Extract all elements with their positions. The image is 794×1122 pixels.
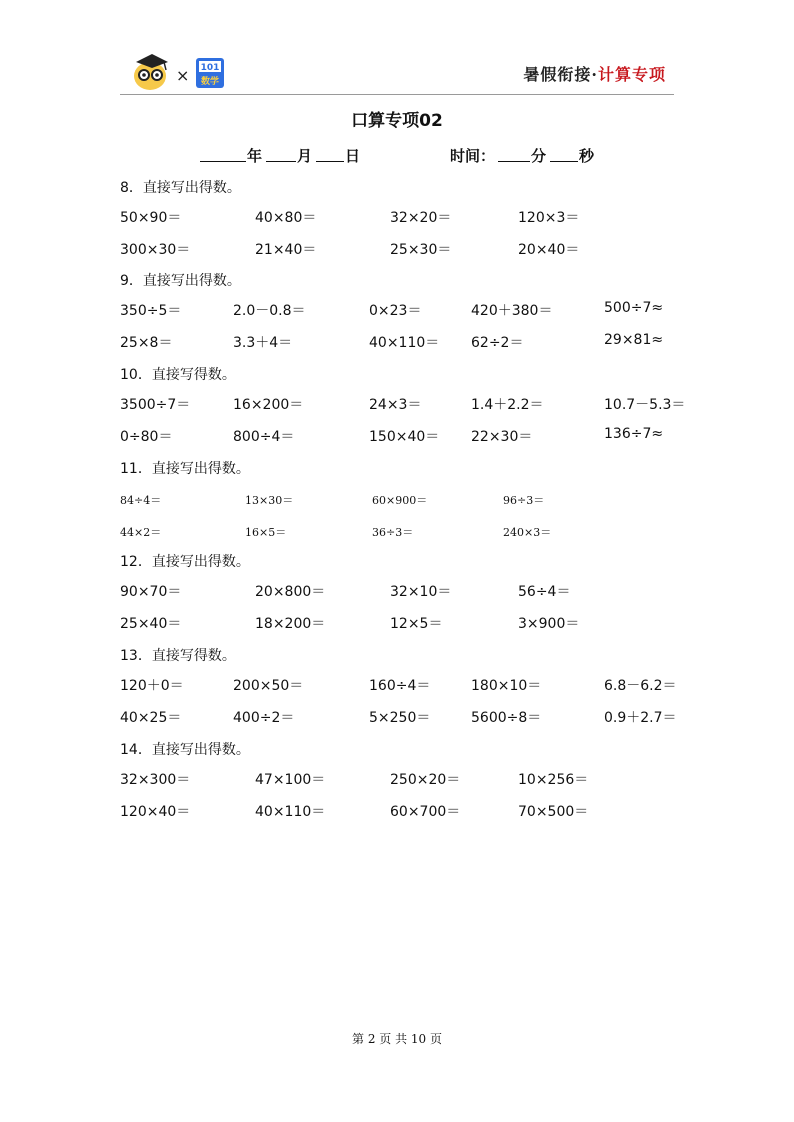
time-label: 时间： [450, 147, 496, 165]
problem-item: 136÷7≈ [604, 426, 664, 442]
problem-item: 16×200＝ [233, 397, 304, 413]
problem-item: 13×30＝ [245, 494, 294, 507]
problem-item: 120×40＝ [120, 804, 191, 820]
problem-item: 120＋0＝ [120, 678, 184, 694]
problem-item: 800÷4＝ [233, 429, 295, 445]
minute-blank [498, 145, 530, 162]
page-footer: 第 2 页 共 10 页 [352, 1032, 442, 1046]
logo-badge-number: 101 [200, 63, 220, 73]
problem-item: 5600÷8＝ [471, 710, 542, 726]
second-label: 秒 [579, 147, 595, 165]
problem-item: 5×250＝ [369, 710, 431, 726]
problem-item: 40×110＝ [369, 335, 440, 351]
month-label: 月 [297, 147, 313, 165]
date-time-line [200, 145, 620, 167]
problem-item: 300×30＝ [120, 242, 191, 258]
page-title: 口算专项02 [351, 111, 443, 131]
problem-item: 50×90＝ [120, 210, 182, 226]
problem-item: 44×2＝ [120, 526, 162, 539]
minute-label: 分 [531, 147, 547, 165]
problem-item: 47×100＝ [255, 772, 326, 788]
logo-badge-text: 数学 [200, 77, 220, 87]
problem-item: 200×50＝ [233, 678, 304, 694]
problem-item: 25×30＝ [390, 242, 452, 258]
problem-item: 22×30＝ [471, 429, 533, 445]
day-label: 日 [345, 147, 361, 165]
problem-item: 56÷4＝ [518, 584, 571, 600]
problem-item: 25×40＝ [120, 616, 182, 632]
problem-item: 21×40＝ [255, 242, 317, 258]
problem-item: 2.0－0.8＝ [233, 303, 306, 319]
problem-item: 25×8＝ [120, 335, 173, 351]
logo-mascot-icon [130, 52, 230, 92]
problem-item: 0÷80＝ [120, 429, 173, 445]
problem-item: 18×200＝ [255, 616, 326, 632]
problem-item: 36÷3＝ [372, 526, 414, 539]
problem-item: 12×5＝ [390, 616, 443, 632]
problem-item: 32×10＝ [390, 584, 452, 600]
day-blank [316, 145, 344, 162]
problem-item: 60×900＝ [372, 494, 428, 507]
problem-item: 160÷4＝ [369, 678, 431, 694]
problem-item: 3500÷7＝ [120, 397, 191, 413]
second-blank [550, 145, 578, 162]
logo-cross: × [176, 66, 190, 85]
problem-item: 400÷2＝ [233, 710, 295, 726]
problem-item: 10.7－5.3＝ [604, 397, 686, 413]
page-header [120, 50, 674, 95]
section-title: 14．直接写出得数。 [120, 742, 250, 758]
problem-item: 420＋380＝ [471, 303, 553, 319]
problem-item: 40×80＝ [255, 210, 317, 226]
problem-item: 3×900＝ [518, 616, 580, 632]
section-title: 12．直接写出得数。 [120, 554, 250, 570]
problem-item: 3.3＋4＝ [233, 335, 293, 351]
problem-item: 96÷3＝ [503, 494, 545, 507]
problem-item: 500÷7≈ [604, 300, 664, 316]
problem-item: 240×3＝ [503, 526, 552, 539]
problem-item: 150×40＝ [369, 429, 440, 445]
problem-item: 40×110＝ [255, 804, 326, 820]
problem-item: 20×800＝ [255, 584, 326, 600]
problem-item: 90×70＝ [120, 584, 182, 600]
year-blank [200, 145, 246, 162]
problem-item: 20×40＝ [518, 242, 580, 258]
section-title: 10．直接写得数。 [120, 367, 236, 383]
problem-item: 250×20＝ [390, 772, 461, 788]
problem-item: 60×700＝ [390, 804, 461, 820]
problem-item: 62÷2＝ [471, 335, 524, 351]
problem-item: 180×10＝ [471, 678, 542, 694]
problem-item: 32×20＝ [390, 210, 452, 226]
problem-item: 10×256＝ [518, 772, 589, 788]
section-title: 11．直接写出得数。 [120, 461, 250, 477]
section-title: 8．直接写出得数。 [120, 180, 241, 196]
problem-item: 32×300＝ [120, 772, 191, 788]
year-label: 年 [247, 147, 263, 165]
problem-item: 1.4＋2.2＝ [471, 397, 544, 413]
month-blank [266, 145, 296, 162]
problem-item: 84÷4＝ [120, 494, 162, 507]
problem-item: 29×81≈ [604, 332, 664, 348]
problem-item: 6.8－6.2＝ [604, 678, 677, 694]
problem-item: 16×5＝ [245, 526, 287, 539]
problem-item: 40×25＝ [120, 710, 182, 726]
problem-item: 350÷5＝ [120, 303, 182, 319]
problem-item: 24×3＝ [369, 397, 422, 413]
problem-item: 120×3＝ [518, 210, 580, 226]
section-title: 13．直接写得数。 [120, 648, 236, 664]
problem-item: 70×500＝ [518, 804, 589, 820]
problem-item: 0×23＝ [369, 303, 422, 319]
problem-item: 0.9＋2.7＝ [604, 710, 677, 726]
section-title: 9．直接写出得数。 [120, 273, 241, 289]
brand-title: 暑假衔接·计算专项 [523, 65, 666, 84]
